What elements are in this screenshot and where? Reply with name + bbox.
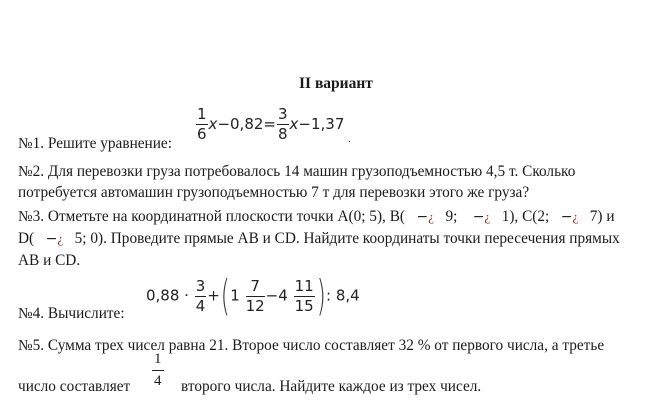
variant-heading: II вариант: [299, 75, 373, 92]
problem-5-line2: число составляет: [18, 378, 131, 395]
problem-4-label: [18, 305, 125, 323]
problem-3: №3. Отметьте на координатной плоскости точки A(0; 5), B( −¿ 9; −¿ 1), C(2; −¿ 7) и D( −¿ 5; 0). Проведите прямые AB и CD. Найдите координаты точки пересечения прямых AB и CD.: [18, 208, 620, 269]
problem-number: №2.: [18, 163, 45, 180]
problem-5-line2-end: второго числа. Найдите каждое из трех чисел.: [181, 378, 482, 395]
problem-5-line1: №5. Сумма трех чисел равна 21. Второе число составляет 32 % от первого числа, а третье: [18, 337, 605, 354]
expression-4: 0,88 · $\frac{3}{4}$ +(1 $\frac{7}{12}$ −4 $\frac{11}{15}$ ): 8,4: [146, 271, 360, 320]
problem-1-label: [18, 135, 172, 153]
broken-equation-glyph: ¿: [57, 231, 64, 246]
problem-text: Вычислите:: [47, 305, 125, 322]
fraction: $\frac{1}{6}$: [197, 105, 207, 143]
problem-number: №5.: [18, 337, 45, 354]
trailing-dot: .: [348, 133, 351, 145]
problem-number: №1.: [18, 135, 45, 152]
fraction-one-quarter: 1 4: [154, 351, 162, 389]
problem-number: №3.: [18, 208, 45, 225]
fraction: $\frac{3}{8}$: [277, 105, 288, 143]
equation-1: $\frac{1}{6}$ x−0,82= $\frac{3}{8}$ x−1,37: [197, 105, 345, 143]
broken-equation-glyph: ¿: [572, 209, 579, 224]
problem-number: №4.: [18, 305, 45, 322]
broken-equation-glyph: ¿: [484, 209, 491, 224]
problem-text: Решите уравнение:: [47, 135, 172, 152]
broken-equation-glyph: ¿: [428, 209, 434, 224]
problem-2: №2. Для перевозки груза потребовалось 14 машин грузоподъемностью 4,5 т. Сколько потребуется автомашин грузоподъемностью 7 т для перевозки этого же груза?: [18, 163, 576, 201]
